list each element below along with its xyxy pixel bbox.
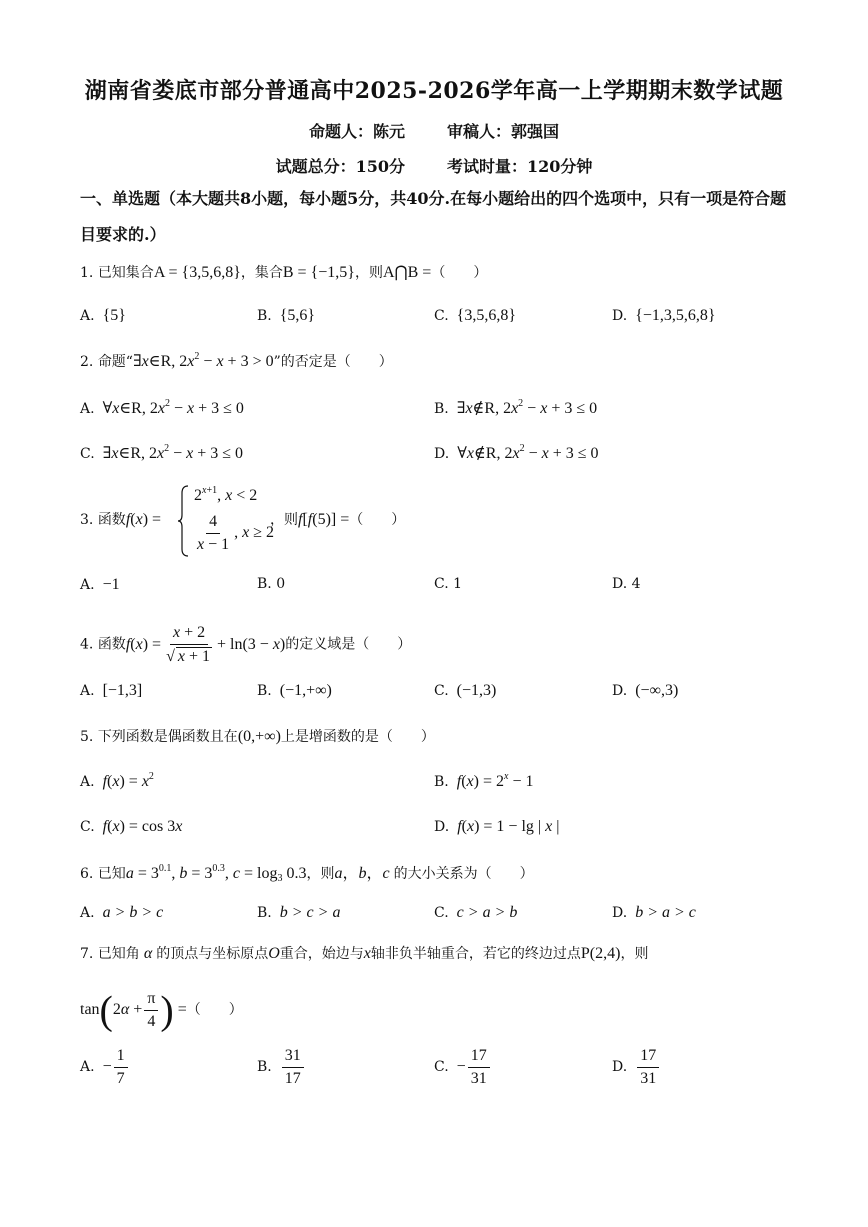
option-label: D. [612, 1059, 628, 1076]
answer-blank: （ ） [431, 265, 488, 281]
q7-expression [80, 987, 243, 1033]
option-label: A. [80, 308, 95, 324]
x-symbol: x [363, 945, 371, 962]
exam-title: 湖南省娄底市部分普通高中2025-2026学年高一上学期期末数学试题 [84, 78, 784, 104]
composite-expr: f[f(5)] = [298, 511, 350, 528]
q3-option-d: D. 4 [612, 576, 641, 592]
time-limit: 考试时量：120分钟 [447, 157, 593, 176]
q2-text: ”的否定是（ ） [273, 354, 393, 370]
q1-option-c [434, 307, 516, 325]
piece-2: $\frac{4}{x - 1}$ , x ≥ 2 [197, 513, 275, 553]
question-number: 6. [80, 866, 94, 882]
q3-tail [270, 510, 405, 530]
intersection-expr: A⋂B = [382, 264, 432, 281]
q1-text: ，则 [354, 265, 383, 281]
q3-option-a [80, 576, 120, 594]
option-value: (−∞,3) [635, 682, 679, 699]
q5-option-c: C. f(x) = cos 3x [80, 818, 183, 835]
option-label: A. [80, 577, 95, 593]
q6-text: 的大小关系为（ ） [393, 866, 534, 882]
option-label: D. [434, 446, 450, 462]
option-label: D. [612, 308, 628, 324]
q5-option-d: D. f(x) = 1 − lg | x | [434, 818, 560, 835]
question-number: 3. [80, 512, 94, 528]
option-label: A. [80, 774, 95, 790]
q6-option-c [434, 904, 517, 922]
reviewer: 审稿人：郭强国 [447, 122, 560, 141]
origin-symbol: O [268, 945, 280, 962]
q3-option-c: C. 1 [434, 576, 463, 592]
question-number: 7. [80, 946, 94, 962]
alpha-symbol: α [139, 945, 157, 962]
proposition: ∃x∈R, $2x^2 - x + 3 > 0$ [132, 351, 274, 370]
q1-option-d [612, 307, 716, 325]
q7-option-c: C. − $\frac{17}{31}$ [434, 1047, 492, 1088]
option-label: A. [80, 401, 95, 417]
q1-text: 已知集合 [97, 265, 154, 281]
q7-text: 重合，始边与 [279, 946, 364, 962]
question-4 [80, 624, 411, 666]
q4-option-a [80, 682, 142, 700]
point-p: P(2,4) [580, 945, 621, 962]
q2-text: 命题“ [97, 354, 133, 370]
question-number: 2. [80, 354, 94, 370]
q7-text: 已知角 [97, 946, 140, 962]
option-label: B. [434, 774, 449, 790]
q7-option-d: D. $\frac{17}{31}$ [612, 1047, 661, 1088]
q6-text: 已知 [97, 866, 126, 882]
option-label: A. [80, 1059, 95, 1076]
option-label: A. [80, 905, 95, 921]
option-label: A. [80, 683, 95, 699]
option-value: −1 [102, 576, 120, 593]
total-score: 试题总分：150分 [275, 157, 405, 176]
tan-argument: (2α + $\frac{\pi}{4}$ ) = [99, 987, 187, 1033]
question-6 [80, 864, 534, 884]
q5-text: 下列函数是偶函数且在 [97, 729, 238, 745]
q4-text: 函数 [97, 636, 126, 653]
option-label: C. [80, 446, 95, 462]
q6-option-b [257, 904, 340, 922]
q4-text: 的定义域是（ ） [285, 636, 412, 653]
option-label: D. [612, 683, 628, 699]
option-label: D. [434, 819, 450, 835]
q2-option-c: C. ∃x∈R, $2x^2 - x + 3 \le 0$ [80, 443, 244, 462]
q7-option-b: B. $\frac{31}{17}$ [257, 1047, 306, 1088]
question-number: 4. [80, 636, 94, 653]
q3-option-b: B. 0 [257, 576, 286, 592]
interval: (0,+∞) [237, 728, 281, 745]
q6-text: ，则 [306, 866, 335, 882]
q5-option-b: B. $f(x) = 2^x - 1$ [434, 771, 534, 790]
option-value: [−1,3] [102, 682, 143, 699]
variable-list: a，b，c [334, 865, 390, 882]
q5-option-a: A. $f(x) = x^2$ [80, 771, 154, 790]
option-value: {3,5,6,8} [456, 307, 517, 324]
q1-option-a [80, 307, 126, 325]
q7-option-a: A. − $\frac{1}{7}$ [80, 1047, 130, 1088]
piece-1: $2^{x+1}$, x < 2 [194, 485, 258, 504]
q1-option-b [257, 307, 315, 325]
q7-text: 轴非负半轴重合，若它的终边过点 [370, 946, 581, 962]
question-3 [80, 510, 161, 530]
function-expr: f(x) = $\frac{x + 2}{√ x + 1}$ + ln(3 − x) [125, 624, 286, 665]
q1-text: ，集合 [240, 265, 283, 281]
function-name: f(x) = [125, 511, 162, 528]
piecewise-brace [178, 485, 190, 557]
question-7 [80, 944, 648, 964]
option-label: B. [257, 308, 272, 324]
values-expr: $a = 3^{0.1}$, $b = 3^{0.3}$, $c = \log_3 0.3$ [125, 863, 307, 884]
q3-text: ，则 [270, 512, 298, 528]
option-label: B. [257, 683, 272, 699]
q2-option-d: D. ∀x∉R, $2x^2 - x + 3 \le 0$ [434, 443, 599, 462]
author-line [0, 119, 868, 142]
q3-text: 函数 [97, 512, 126, 528]
option-label: C. [434, 683, 449, 699]
question-1 [80, 263, 487, 283]
option-label: C. [434, 905, 449, 921]
option-value: a > b > c [102, 904, 164, 921]
q4-option-b [257, 682, 332, 700]
q5-text: 上是增函数的是（ ） [280, 729, 435, 745]
option-label: D. [612, 905, 628, 921]
option-label: C. [80, 819, 95, 835]
score-line [0, 154, 868, 177]
option-label: B. [434, 401, 449, 417]
option-value: (−1,+∞) [279, 682, 332, 699]
option-label: C. [434, 1059, 449, 1076]
tan-label: tan [80, 1001, 100, 1019]
q2-option-a: A. ∀x∈R, $2x^2 - x + 3 \le 0$ [80, 398, 244, 417]
option-label: B. [257, 1059, 272, 1076]
option-label: C. [434, 308, 449, 324]
q4-option-c [434, 682, 496, 700]
answer-blank: （ ） [186, 1002, 243, 1019]
question-5 [80, 727, 435, 747]
option-value: (−1,3) [456, 682, 497, 699]
q6-option-a [80, 904, 163, 922]
question-number: 1. [80, 265, 94, 281]
q7-text: 的顶点与坐标原点 [156, 946, 269, 962]
answer-blank: （ ） [349, 512, 406, 528]
q6-option-d [612, 904, 696, 922]
q2-option-b: B. ∃x∉R, $2x^2 - x + 3 \le 0$ [434, 398, 598, 417]
question-number: 5. [80, 729, 94, 745]
q4-option-d [612, 682, 678, 700]
q7-text: ，则 [620, 946, 649, 962]
option-label: B. [257, 905, 272, 921]
author: 命题人：陈元 [308, 122, 405, 141]
option-value: c > a > b [456, 904, 518, 921]
option-value: {5,6} [279, 307, 316, 324]
option-value: {−1,3,5,6,8} [635, 307, 716, 324]
option-value: b > c > a [279, 904, 341, 921]
question-2 [80, 352, 393, 372]
set-a: A = {3,5,6,8} [153, 264, 241, 281]
option-value: b > a > c [635, 904, 696, 921]
option-value: {5} [102, 307, 126, 324]
section-heading: 一、单选题（本大题共8小题，每小题5分，共40分.在每小题给出的四个选项中，只有一项是符合题目要求的.） [80, 189, 787, 244]
set-b: B = {−1,5} [282, 264, 355, 281]
